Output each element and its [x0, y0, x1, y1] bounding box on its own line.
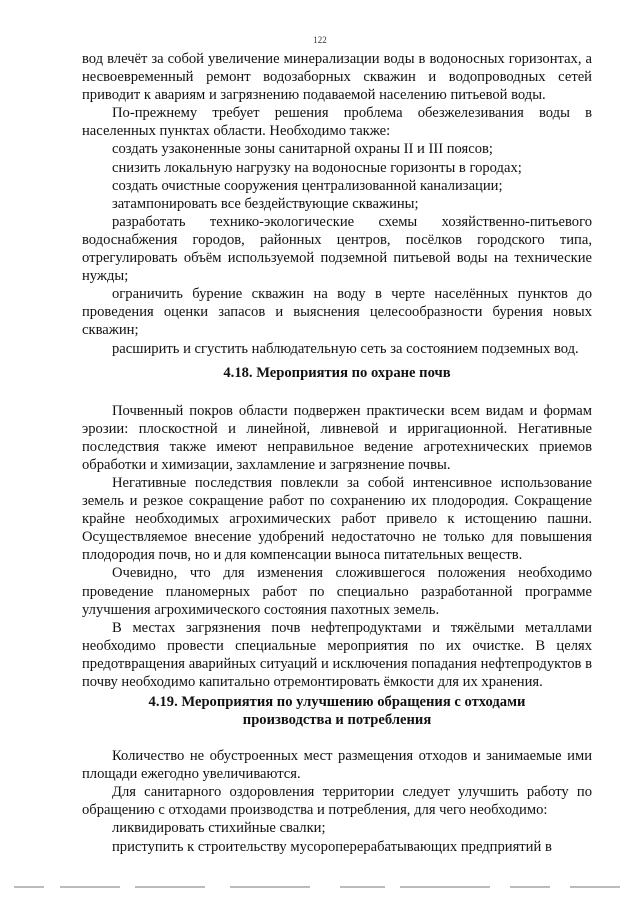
section-heading-4-19-line1: 4.19. Мероприятия по улучшению обращения с отходами	[148, 694, 526, 711]
paragraph: Очевидно, что для изменения сложившегося положения необходимо проведение планомерных работ по специально разработанной программе улучшения агрохимического состояния пахотных земель.	[82, 565, 592, 618]
section-heading-4-19-line2: производства и потребления	[242, 712, 432, 729]
list-item: снизить локальную нагрузку на водоносные горизонты в городах;	[112, 159, 522, 176]
paragraph: Количество не обустроенных мест размещения отходов и занимаемые ими площади ежегодно увеличиваются.	[82, 748, 592, 783]
section-heading-4-19	[82, 693, 592, 729]
scan-edge-marks	[0, 886, 640, 890]
paragraph: В местах загрязнения почв нефтепродуктами и тяжёлыми металлами необходимо провести специальные мероприятия по их очистке. В целях предотвращения аварийных ситуаций и исключения попадания нефтепродуктов в почву необходимо капитально отремонтировать ёмкости для их хранения.	[82, 619, 592, 690]
paragraph: Почвенный покров области подвержен практически всем видам и формам эрозии: плоскостной и линейной, ливневой и ирригационной. Негативные последствия также имеют неправильное ведение агротехнических приемов обработки и химизации, захламление и загрязнение почвы.	[82, 402, 592, 473]
list-item: ограничить бурение скважин на воду в черте населённых пунктов до проведения оценки запасов и выяснения целесообразности бурения новых скважин;	[82, 286, 592, 339]
paragraph: Негативные последствия повлекли за собой интенсивное использование земель и резкое сокращение работ по сохранению их плодородия. Сокращение крайне необходимых агрохимических работ привело к истощению пашни. Осуществляемое внесение удобрений недостаточно не только для повышения плодородия почв, но и для компенсации выноса питательных веществ.	[82, 474, 592, 564]
list-item: создать узаконенные зоны санитарной охраны II и III поясов;	[112, 141, 493, 158]
list-item: создать очистные сооружения централизованной канализации;	[112, 177, 503, 194]
page-number: 122	[313, 35, 327, 45]
paragraph: По-прежнему требует решения проблема обезжелезивания воды в населенных пунктах области. Необходимо также:	[82, 105, 592, 140]
list-item: затампонировать все бездействующие скважины;	[112, 195, 419, 212]
list-item: ликвидировать стихийные свалки;	[112, 820, 326, 837]
section-heading-4-18: 4.18. Мероприятия по охране почв	[223, 364, 451, 381]
list-item: разработать технико-экологические схемы хозяйственно-питьевого водоснабжения городов, районных центров, посёлков городского типа, отрегулировать объём используемой подземной питьевой воды на технические нужды;	[82, 213, 592, 285]
document-body	[82, 50, 592, 856]
paragraph: вод влечёт за собой увеличение минерализации воды в водоносных горизонтах, а несвоевременный ремонт водозаборных скважин и водопроводных сетей приводит к авариям и загрязнению подаваемой населению питьевой воды.	[82, 51, 592, 104]
paragraph: Для санитарного оздоровления территории следует улучшить работу по обращению с отходами производства и потребления, для чего необходимо:	[82, 784, 592, 819]
list-item: расширить и сгустить наблюдательную сеть за состоянием подземных вод.	[112, 340, 579, 357]
list-item: приступить к строительству мусороперерабатывающих предприятий в	[112, 838, 552, 855]
